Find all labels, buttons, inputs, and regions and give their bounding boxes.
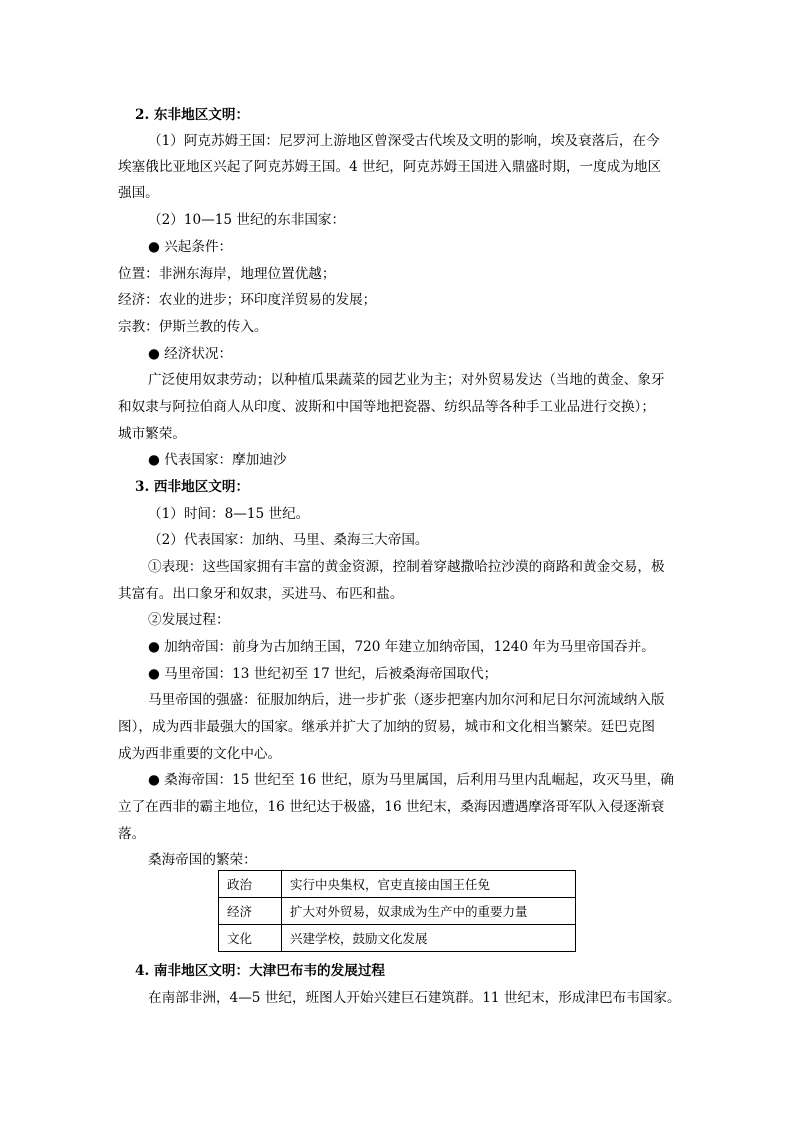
s3-songhai-line-2: 立了在西非的霸主地位，16 世纪达于极盛，16 世纪末，桑海因遭遇摩洛哥军队入侵逐渐衰	[118, 799, 665, 815]
table-value: 兴建学校，鼓励文化发展	[282, 925, 576, 952]
table-value: 扩大对外贸易，奴隶成为生产中的重要力量	[282, 898, 576, 925]
section-4-title: 4. 南非地区文明：大津巴布韦的发展过程	[135, 963, 386, 979]
s2-economy-line-2: 和奴隶与阿拉伯商人从印度、波斯和中国等地把瓷器、纺织品等各种手工业品进行交换）；	[118, 399, 655, 415]
s3-representative: （2）代表国家：加纳、马里、桑海三大帝国。	[148, 532, 429, 548]
s3-mali-strength-line-1: 马里帝国的强盛：征服加纳后，进一步扩张（逐步把塞内加尔河和尼日尔河流域纳入版	[148, 692, 665, 708]
table-row	[219, 898, 576, 925]
s3-development: ②发展过程：	[148, 612, 230, 628]
table-value: 实行中央集权，官吏直接由国王任免	[282, 871, 576, 898]
s3-time: （1）时间：8—15 世纪。	[148, 506, 310, 522]
s2-economy-line-3: 城市繁荣。	[118, 426, 186, 442]
s3-songhai-line-1: ● 桑海帝国：15 世纪至 16 世纪，原为马里属国，后利用马里内乱崛起，攻灭马里，确	[148, 772, 674, 788]
s2-paragraph-2: （2）10—15 世纪的东非国家：	[148, 212, 346, 228]
s2-bullet-rise-conditions: ● 兴起条件：	[148, 239, 233, 255]
table-key: 经济	[219, 898, 282, 925]
section-3-title: 3. 西非地区文明：	[135, 479, 250, 495]
s2-paragraph-1-line-1: （1）阿克苏姆王国：尼罗河上游地区曾深受古代埃及文明的影响，埃及衰落后，在今	[148, 133, 660, 149]
s3-ghana: ● 加纳帝国：前身为古加纳王国，720 年建立加纳帝国，1240 年为马里帝国吞并。	[148, 639, 655, 655]
table-row	[219, 925, 576, 952]
s3-mali-strength-line-3: 成为西非重要的文化中心。	[118, 746, 282, 762]
s2-religion: 宗教：伊斯兰教的传入。	[118, 319, 268, 335]
table-key: 政治	[219, 871, 282, 898]
s3-songhai-prosperity: 桑海帝国的繁荣：	[148, 852, 257, 868]
songhai-prosperity-table	[218, 870, 576, 952]
s3-manifestation-line-1: ①表现：这些国家拥有丰富的黄金资源，控制着穿越撒哈拉沙漠的商路和黄金交易，极	[148, 559, 665, 575]
s2-paragraph-1-line-3: 强国。	[118, 185, 159, 201]
table-key: 文化	[219, 925, 282, 952]
section-2-title: 2. 东非地区文明：	[135, 107, 250, 123]
s3-mali-strength-line-2: 图），成为西非最强大的国家。继承并扩大了加纳的贸易，城市和文化相当繁荣。廷巴克图	[118, 719, 655, 735]
s3-manifestation-line-2: 其富有。出口象牙和奴隶，买进马、布匹和盐。	[118, 586, 404, 602]
s2-bullet-economic-status: ● 经济状况：	[148, 346, 233, 362]
s4-paragraph: 在南部非洲，4—5 世纪，班图人开始兴建巨石建筑群。11 世纪末，形成津巴布韦国家。	[148, 990, 681, 1006]
s2-economy: 经济：农业的进步；环印度洋贸易的发展；	[118, 292, 377, 308]
s3-mali: ● 马里帝国：13 世纪初至 17 世纪，后被桑海帝国取代；	[148, 666, 498, 682]
table-row	[219, 871, 576, 898]
s2-paragraph-1-line-2: 埃塞俄比亚地区兴起了阿克苏姆王国。4 世纪，阿克苏姆王国进入鼎盛时期，一度成为地区	[118, 159, 662, 175]
s2-bullet-representative: ● 代表国家：摩加迪沙	[148, 452, 287, 468]
s3-songhai-line-3: 落。	[118, 826, 146, 842]
s2-economy-line-1: 广泛使用奴隶劳动；以种植瓜果蔬菜的园艺业为主；对外贸易发达（当地的黄金、象牙	[148, 372, 665, 388]
s2-location: 位置：非洲东海岸，地理位置优越；	[118, 266, 336, 282]
